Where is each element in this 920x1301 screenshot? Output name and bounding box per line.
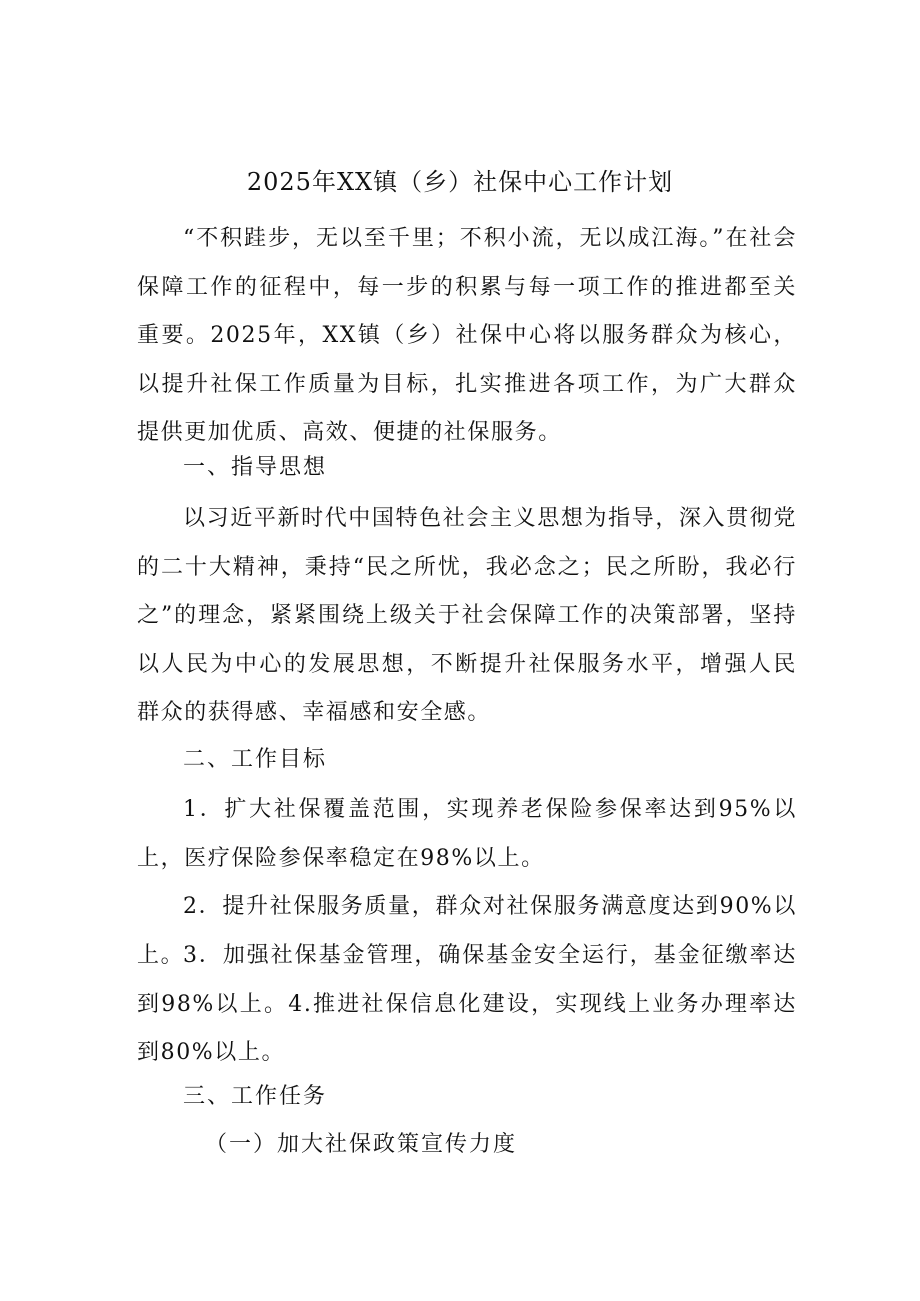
- guiding-ideology-paragraph: 以习近平新时代中国特色社会主义思想为指导，深入贯彻党的二十大精神，秉持“民之所忧，我必念之；民之所盼，我必行之”的理念，紧紧围绕上级关于社会保障工作的决策部署，坚持以人民为中心的发展思想，不断提升社保服务水平，增强人民群众的获得感、幸福感和安全感。: [137, 506, 797, 726]
- section-heading-guiding-ideology: 一、指导思想: [183, 455, 328, 480]
- goal-item-3-4: 3．加强社保基金管理，确保基金安全运行，基金征缴率达到98%以上。4.推进社保信息化建设，实现线上业务办理率达到80%以上。: [137, 943, 797, 1066]
- intro-paragraph: “不积跬步，无以至千里；不积小流，无以成江海。”在社会保障工作的征程中，每一步的积累与每一项工作的推进都至关重要。2025年，XX镇（乡）社保中心将以服务群众为核心，以提升社保工作质量为目标，扎实推进各项工作，为广大群众提供更加优质、高效、便捷的社保服务。: [137, 226, 797, 446]
- goal-item-2: 2．提升社保服务质量，群众对社保服务满意度达到90%以上。: [137, 894, 797, 968]
- document-title: 2025年XX镇（乡）社保中心工作计划: [246, 168, 674, 196]
- subsection-heading-policy-publicity: （一）加大社保政策宣传力度: [205, 1132, 518, 1157]
- goal-item-1: 1．扩大社保覆盖范围，实现养老保险参保率达到95%以上，医疗保险参保率稳定在98%以上。: [137, 797, 797, 871]
- section-heading-work-goals: 二、工作目标: [183, 747, 328, 772]
- section-heading-work-tasks: 三、工作任务: [183, 1084, 328, 1109]
